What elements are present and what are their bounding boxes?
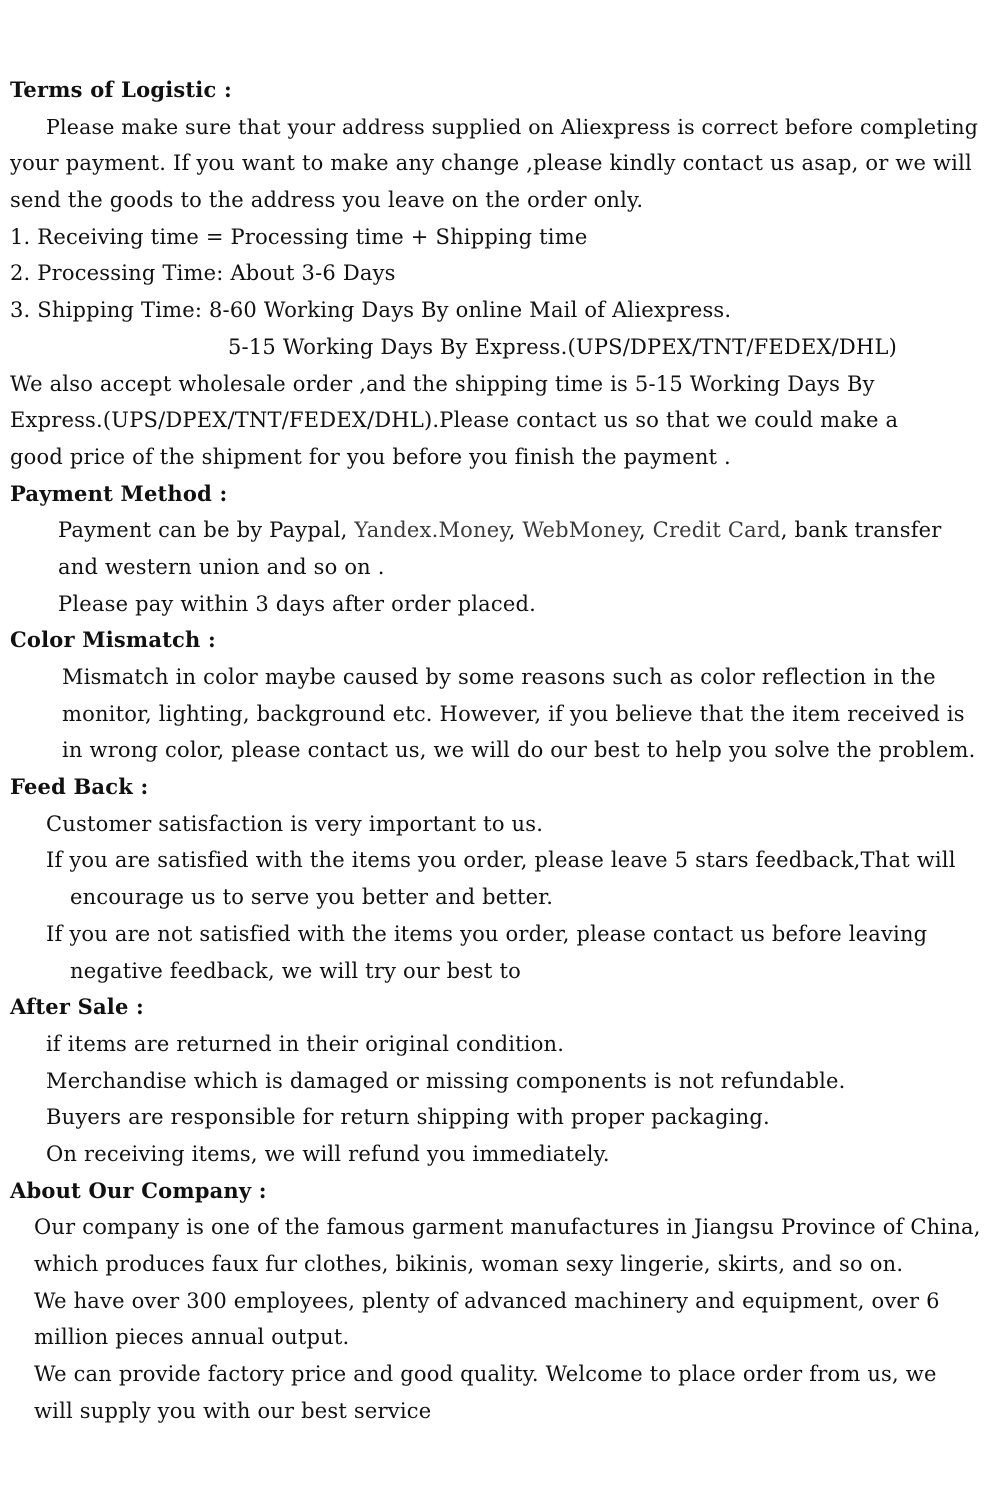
credit-card-text: Credit Card (652, 518, 781, 543)
logistics-item: 2. Processing Time: About 3-6 Days (10, 261, 396, 286)
feedback-line: Customer satisfaction is very important to us. (46, 811, 544, 836)
logistics-wholesale-line: good price of the shipment for you before you finish the payment . (10, 444, 731, 469)
company-line: will supply you with our best service (34, 1398, 432, 1423)
feedback-line: encourage us to serve you better and better. (70, 885, 554, 910)
payment-text: Payment can be by Paypal, (58, 518, 355, 543)
after-sale-line: On receiving items, we will refund you immediately. (46, 1141, 610, 1166)
terms-document (10, 72, 995, 1429)
logistics-wholesale-line: Express.(UPS/DPEX/TNT/FEDEX/DHL).Please contact us so that we could make a (10, 408, 899, 433)
logistics-express-line: 5-15 Working Days By Express.(UPS/DPEX/TNT/FEDEX/DHL) (228, 334, 897, 359)
color-mismatch-line: monitor, lighting, background etc. However, if you believe that the item received is (62, 701, 965, 726)
payment-separator: , (508, 518, 523, 543)
color-mismatch-heading: Color Mismatch : (10, 627, 216, 653)
payment-text: , bank transfer (780, 518, 942, 543)
logistics-intro-line: send the goods to the address you leave on the order only. (10, 188, 644, 213)
color-mismatch-line: Mismatch in color maybe caused by some reasons such as color reflection in the (62, 665, 936, 689)
webmoney-text: WebMoney (522, 518, 639, 543)
feedback-heading: Feed Back : (10, 774, 149, 800)
company-line: million pieces annual output. (34, 1325, 350, 1350)
company-line: We can provide factory price and good quality. Welcome to place order from us, we (34, 1362, 937, 1387)
logistics-heading: Terms of Logistic : (10, 77, 232, 102)
payment-line: and western union and so on . (58, 554, 385, 579)
logistics-intro-line: Please make sure that your address supplied on Aliexpress is correct before completing (46, 114, 979, 139)
company-line: Our company is one of the famous garment manufactures in Jiangsu Province of China, (34, 1215, 981, 1240)
payment-line (10, 512, 995, 549)
logistics-item: 1. Receiving time = Processing time + Shipping time (10, 224, 588, 249)
payment-heading: Payment Method : (10, 480, 228, 506)
after-sale-heading: After Sale : (10, 994, 144, 1020)
feedback-line: If you are satisfied with the items you order, please leave 5 stars feedback,That will (46, 848, 956, 873)
payment-line: Please pay within 3 days after order placed. (58, 591, 536, 616)
after-sale-line: if items are returned in their original condition. (46, 1031, 565, 1056)
yandex-money-text: Yandex.Money (354, 518, 509, 543)
company-line: We have over 300 employees, plenty of advanced machinery and equipment, over 6 (34, 1288, 940, 1313)
logistics-intro-line: your payment. If you want to make any change ,please kindly contact us asap, or we will (10, 151, 972, 176)
feedback-line: negative feedback, we will try our best to (70, 958, 521, 983)
after-sale-line: Buyers are responsible for return shipping with proper packaging. (46, 1105, 770, 1130)
after-sale-line: Merchandise which is damaged or missing components is not refundable. (46, 1068, 846, 1093)
payment-separator: , (638, 518, 653, 543)
feedback-line: If you are not satisfied with the items you order, please contact us before leaving (46, 921, 928, 946)
logistics-wholesale-line: We also accept wholesale order ,and the shipping time is 5-15 Working Days By (10, 371, 875, 396)
company-heading: About Our Company : (10, 1177, 267, 1203)
company-line: which produces faux fur clothes, bikinis, woman sexy lingerie, skirts, and so on. (34, 1252, 904, 1276)
color-mismatch-line: in wrong color, please contact us, we will do our best to help you solve the problem. (62, 738, 976, 763)
logistics-item: 3. Shipping Time: 8-60 Working Days By online Mail of Aliexpress. (10, 298, 732, 323)
